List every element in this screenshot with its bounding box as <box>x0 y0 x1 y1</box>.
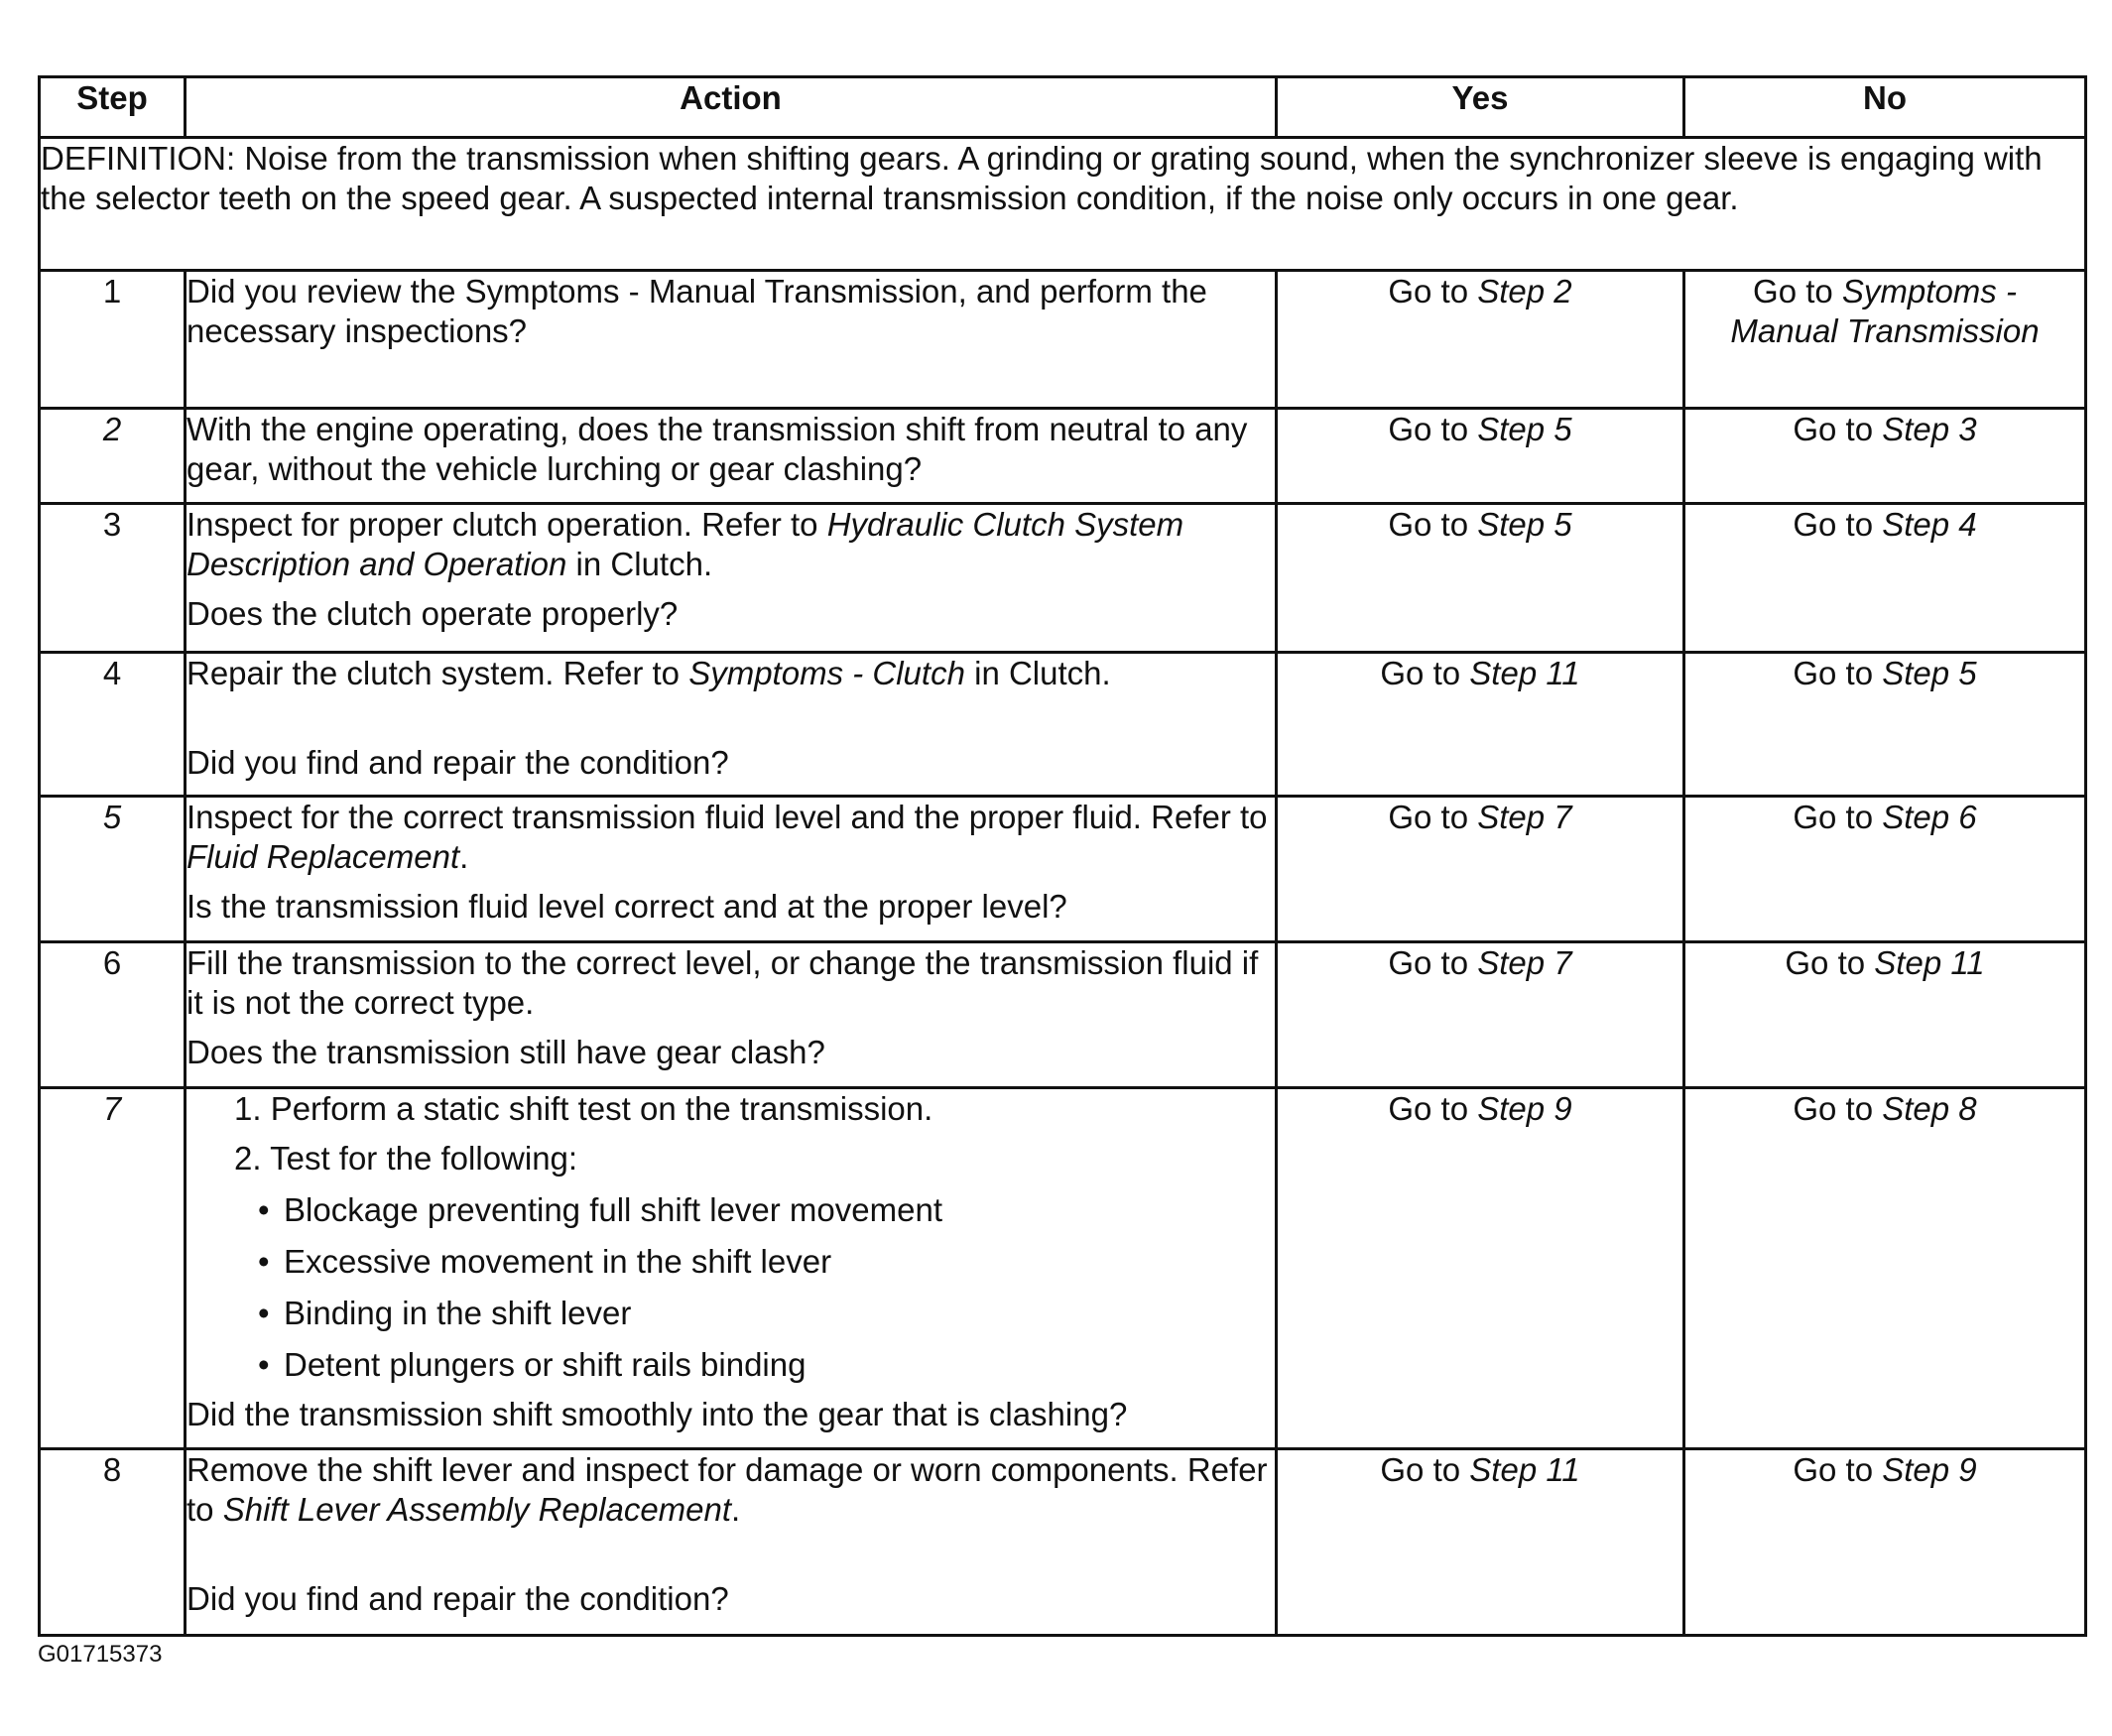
no-symptoms-link[interactable]: Symptoms - <box>1841 273 2017 310</box>
instruction-text: Inspect for the correct transmission fluid level and the proper fluid. Refer to <box>186 799 1268 835</box>
action-question: Does the clutch operate properly? <box>186 595 679 632</box>
header-yes: Yes <box>1277 77 1684 138</box>
action-question: With the engine operating, does the transmission shift from neutral to any gear, without the vehicle lurching or gear clashing? <box>186 411 1248 487</box>
step-row-3 <box>40 504 2086 653</box>
reference-link[interactable]: Fluid Replacement <box>186 838 460 875</box>
no-cell <box>1684 942 2086 1088</box>
no-step-link[interactable]: Step 11 <box>1874 944 1985 981</box>
yes-cell <box>1277 797 1684 942</box>
bullet-item: • Detent plungers or shift rails binding <box>186 1345 1275 1385</box>
action-cell <box>186 797 1277 942</box>
no-goto: Go to <box>1793 506 1883 543</box>
no-cell <box>1684 1088 2086 1449</box>
action-cell <box>186 653 1277 797</box>
yes-goto: Go to <box>1388 944 1478 981</box>
yes-goto: Go to <box>1380 1451 1470 1488</box>
step-row-7 <box>40 1088 2086 1449</box>
instruction-suffix: . <box>459 838 469 875</box>
step-number: 8 <box>40 1449 186 1636</box>
action-cell <box>186 409 1277 504</box>
no-step-link[interactable]: Step 4 <box>1882 506 1977 543</box>
no-cell <box>1684 271 2086 409</box>
definition-row <box>40 138 2086 271</box>
step-row-8 <box>40 1449 2086 1636</box>
action-instruction: Fill the transmission to the correct level, or change the transmission fluid if it is not the correct type. <box>186 944 1259 1021</box>
action-question: Did you review the Symptoms - Manual Transmission, and perform the necessary inspections? <box>186 273 1207 349</box>
action-cell <box>186 1088 1277 1449</box>
action-cell <box>186 1449 1277 1636</box>
yes-step-link[interactable]: Step 5 <box>1477 506 1572 543</box>
no-step-link[interactable]: Step 8 <box>1882 1090 1977 1127</box>
diagnostic-table <box>38 75 2087 1637</box>
numbered-item: 2. Test for the following: <box>234 1140 578 1177</box>
no-cell <box>1684 797 2086 942</box>
step-number: 4 <box>40 653 186 797</box>
step-row-1 <box>40 271 2086 409</box>
no-goto: Go to <box>1785 944 1875 981</box>
no-goto: Go to <box>1793 799 1883 835</box>
yes-cell <box>1277 942 1684 1088</box>
action-question: Is the transmission fluid level correct and at the proper level? <box>186 888 1067 925</box>
no-goto: Go to <box>1753 273 1842 310</box>
action-question: Did you find and repair the condition? <box>186 744 729 781</box>
step-number: 1 <box>40 271 186 409</box>
no-symptoms-link-2[interactable]: Manual Transmission <box>1730 312 2040 349</box>
no-step-link[interactable]: Step 3 <box>1882 411 1977 447</box>
yes-step-link[interactable]: Step 5 <box>1477 411 1572 447</box>
yes-cell <box>1277 409 1684 504</box>
instruction-suffix: in Clutch. <box>964 655 1111 691</box>
action-question: Does the transmission still have gear clash? <box>186 1034 825 1070</box>
no-cell <box>1684 504 2086 653</box>
yes-step-link[interactable]: Step 11 <box>1469 1451 1580 1488</box>
no-goto: Go to <box>1793 1090 1883 1127</box>
no-cell <box>1684 653 2086 797</box>
header-action: Action <box>186 77 1277 138</box>
yes-goto: Go to <box>1388 1090 1478 1127</box>
no-goto: Go to <box>1793 1451 1883 1488</box>
step-number: 5 <box>40 797 186 942</box>
yes-goto: Go to <box>1380 655 1470 691</box>
yes-cell <box>1277 653 1684 797</box>
action-instruction <box>186 654 1275 693</box>
reference-link[interactable]: Shift Lever Assembly Replacement <box>222 1491 732 1528</box>
step-row-6 <box>40 942 2086 1088</box>
instruction-suffix: . <box>731 1491 741 1528</box>
yes-cell <box>1277 1449 1684 1636</box>
reference-link[interactable]: Hydraulic Clutch System Description and Operation <box>186 506 1184 582</box>
numbered-item: 1. Perform a static shift test on the transmission. <box>234 1090 933 1127</box>
yes-goto: Go to <box>1388 506 1478 543</box>
action-cell <box>186 271 1277 409</box>
header-step: Step <box>40 77 186 138</box>
yes-goto: Go to <box>1388 411 1478 447</box>
action-question: Did the transmission shift smoothly into the gear that is clashing? <box>186 1396 1128 1432</box>
yes-step-link[interactable]: Step 7 <box>1477 944 1572 981</box>
no-step-link[interactable]: Step 9 <box>1882 1451 1977 1488</box>
yes-goto: Go to <box>1388 273 1478 310</box>
step-row-2 <box>40 409 2086 504</box>
yes-cell <box>1277 1088 1684 1449</box>
bullet-item: • Excessive movement in the shift lever <box>186 1242 1275 1282</box>
yes-goto: Go to <box>1388 799 1478 835</box>
action-instruction <box>186 505 1275 584</box>
yes-step-link[interactable]: Step 9 <box>1477 1090 1572 1127</box>
step-row-5 <box>40 797 2086 942</box>
instruction-text: Remove the shift lever and inspect for damage or worn components. Refer to <box>186 1451 1268 1528</box>
step-number: 3 <box>40 504 186 653</box>
yes-step-link[interactable]: Step 7 <box>1477 799 1572 835</box>
definition-text: DEFINITION: Noise from the transmission when shifting gears. A grinding or grating sound, when the synchronizer sleeve is engaging with the selector teeth on the speed gear. A suspected internal transmission condition, if the noise only occurs in one gear. <box>40 138 2086 271</box>
bullet-item: • Binding in the shift lever <box>186 1294 1275 1333</box>
no-goto: Go to <box>1793 655 1883 691</box>
action-question: Did you find and repair the condition? <box>186 1580 729 1617</box>
instruction-suffix: in Clutch. <box>566 546 713 582</box>
step-number: 2 <box>40 409 186 504</box>
step-number: 7 <box>40 1088 186 1449</box>
no-goto: Go to <box>1793 411 1883 447</box>
step-row-4 <box>40 653 2086 797</box>
header-row <box>40 77 2086 138</box>
no-cell <box>1684 1449 2086 1636</box>
action-instruction <box>186 798 1275 877</box>
header-no: No <box>1684 77 2086 138</box>
yes-cell <box>1277 504 1684 653</box>
yes-step-link[interactable]: Step 2 <box>1477 273 1572 310</box>
no-cell <box>1684 409 2086 504</box>
instruction-text: Repair the clutch system. Refer to <box>186 655 689 691</box>
figure-id: G01715373 <box>38 1641 163 1668</box>
action-instruction <box>186 1450 1275 1530</box>
yes-step-link[interactable]: Step 11 <box>1469 655 1580 691</box>
action-cell <box>186 942 1277 1088</box>
no-step-link[interactable]: Step 6 <box>1882 799 1977 835</box>
reference-link[interactable]: Symptoms - Clutch <box>688 655 965 691</box>
yes-cell <box>1277 271 1684 409</box>
no-step-link[interactable]: Step 5 <box>1882 655 1977 691</box>
instruction-text: Inspect for proper clutch operation. Refer to <box>186 506 827 543</box>
action-cell <box>186 504 1277 653</box>
step-number: 6 <box>40 942 186 1088</box>
bullet-item: • Blockage preventing full shift lever movement <box>186 1190 1275 1230</box>
